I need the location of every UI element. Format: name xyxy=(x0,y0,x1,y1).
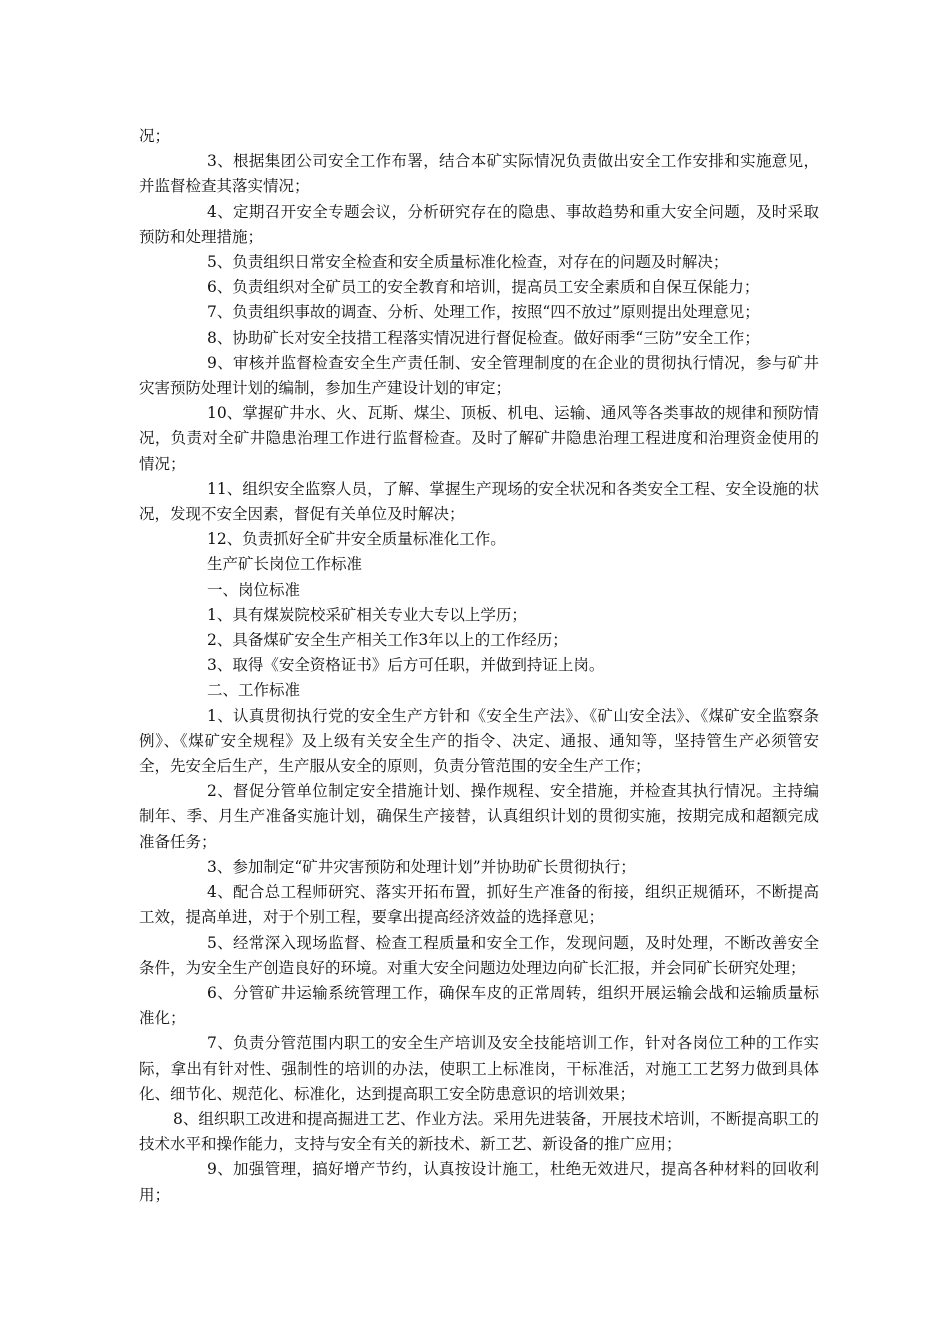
paragraph: 一、岗位标准 xyxy=(207,580,301,599)
paragraph: 7、负责组织事故的调查、分析、处理工作，按照“四不放过”原则提出处理意见； xyxy=(207,303,760,322)
paragraph: 况； xyxy=(139,127,171,145)
paragraph: 5、负责组织日常安全检查和安全质量标准化检查，对存在的问题及时解决； xyxy=(207,253,729,272)
paragraph: 2、具备煤矿安全生产相关工作3年以上的工作经历； xyxy=(207,631,568,650)
paragraph: 二、工作标准 xyxy=(207,681,301,700)
paragraph: 4、配合总工程师研究、落实开拓布置，抓好生产准备的衔接，组织正规循环，不断提高工效，提高单进，对于个别工程，要拿出提高经济效益的选择意见； xyxy=(139,883,819,927)
paragraph: 4、定期召开安全专题会议，分析研究存在的隐患、事故趋势和重大安全问题，及时采取预防和处理措施； xyxy=(139,202,819,246)
paragraph: 6、负责组织对全矿员工的安全教育和培训，提高员工安全素质和自保互保能力； xyxy=(207,278,760,297)
paragraph: 3、取得《安全资格证书》后方可任职，并做到持证上岗。 xyxy=(207,656,605,675)
paragraph: 生产矿长岗位工作标准 xyxy=(207,555,363,574)
paragraph: 9、审核并监督检查安全生产责任制、安全管理制度的在企业的贯彻执行情况，参与矿井灾害预防处理计划的编制，参加生产建设计划的审定； xyxy=(139,353,819,398)
paragraph: 7、负责分管范围内职工的安全生产培训及安全技能培训工作，针对各岗位工种的工作实际，拿出有针对性、强制性的培训的办法，使职工上标准岗，干标准活，对施工工艺努力做到具体化、细节化、规范化、标准化，达到提高职工安全防患意识的培训效果； xyxy=(139,1034,819,1103)
paragraph: 5、经常深入现场监督、检查工程质量和安全工作，发现问题，及时处理，不断改善安全条件，为安全生产创造良好的环境。对重大安全问题边处理边向矿长汇报，并会同矿长研究处理； xyxy=(139,933,819,977)
paragraph: 8、协助矿长对安全技措工程落实情况进行督促检查。做好雨季“三防”安全工作； xyxy=(207,328,760,347)
paragraph: 1、具有煤炭院校采矿相关专业大专以上学历； xyxy=(207,605,527,624)
paragraph: 6、分管矿井运输系统管理工作，确保车皮的正常周转，组织开展运输会战和运输质量标准化； xyxy=(139,983,819,1028)
paragraph: 12、负责抓好全矿井安全质量标准化工作。 xyxy=(207,530,506,549)
paragraph: 9、加强管理，搞好增产节约，认真按设计施工，杜绝无效进尺，提高各种材料的回收利用； xyxy=(139,1160,819,1204)
paragraph: 11、组织安全监察人员，了解、掌握生产现场的安全状况和各类安全工程、安全设施的状况，发现不安全因素，督促有关单位及时解决； xyxy=(139,479,819,524)
paragraph: 3、根据集团公司安全工作布署，结合本矿实际情况负责做出安全工作安排和实施意见，并监督检查其落实情况； xyxy=(139,152,819,196)
paragraph: 1、认真贯彻执行党的安全生产方针和《安全生产法》、《矿山安全法》、《煤矿安全监察条例》、《煤矿安全规程》及上级有关安全生产的指令、决定、通报、通知等，坚持管生产必须管安全，先安全后生产，生产服从安全的原则，负责分管范围的安全生产工作； xyxy=(139,706,819,776)
paragraph: 2、督促分管单位制定安全措施计划、操作规程、安全措施，并检查其执行情况。主持编制年、季、月生产准备实施计划，确保生产接替，认真组织计划的贯彻实施，按期完成和超额完成准备任务； xyxy=(139,782,819,851)
paragraph: 10、掌握矿井水、火、瓦斯、煤尘、顶板、机电、运输、通风等各类事故的规律和预防情况，负责对全矿井隐患治理工作进行监督检查。及时了解矿井隐患治理工程进度和治理资金使用的情况； xyxy=(139,404,819,473)
document-page xyxy=(139,124,819,1208)
paragraph: 8、组织职工改进和提高掘进工艺、作业方法。采用先进装备，开展技术培训，不断提高职工的技术水平和操作能力，支持与安全有关的新技术、新工艺、新设备的推广应用； xyxy=(139,1109,819,1154)
paragraph: 3、参加制定“矿井灾害预防和处理计划”并协助矿长贯彻执行； xyxy=(207,857,636,876)
